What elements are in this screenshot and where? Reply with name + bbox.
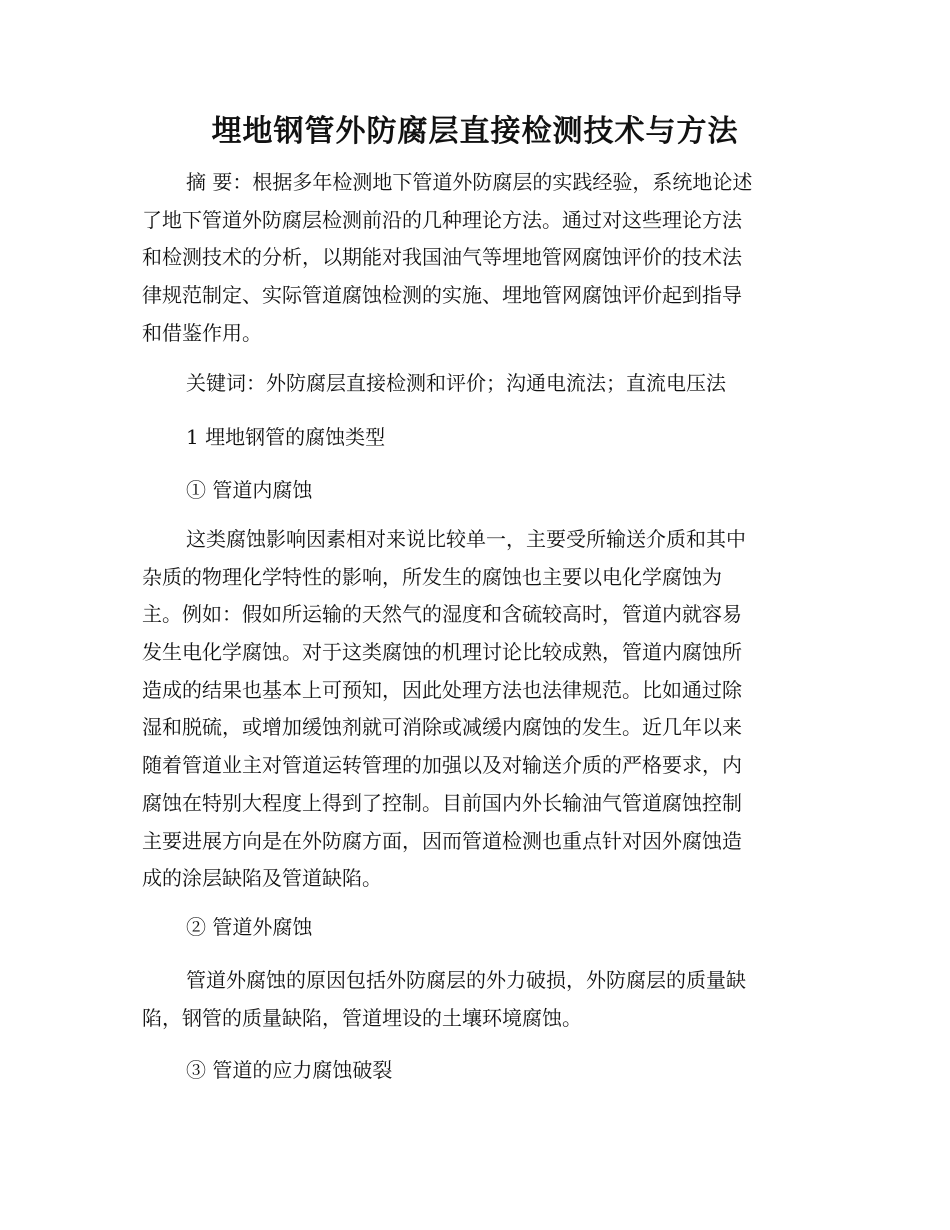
paragraph-line: 主要进展方向是在外防腐方面，因而管道检测也重点针对因外腐蚀造 <box>142 828 742 853</box>
paragraph-line: 湿和脱硫，或增加缓蚀剂就可消除或减缓内腐蚀的发生。近几年以来 <box>142 715 742 740</box>
abstract-line: 摘 要：根据多年检测地下管道外防腐层的实践经验，系统地论述 <box>186 170 753 194</box>
document-title: 埋地钢管外防腐层直接检测技术与方法 <box>211 114 739 149</box>
paragraph-internal-corrosion <box>142 521 802 898</box>
keywords-line: 关键词：外防腐层直接检测和评价；沟通电流法；直流电压法 <box>186 371 726 395</box>
paragraph-line: 管道外腐蚀的原因包括外防腐层的外力破损，外防腐层的质量缺 <box>186 968 746 992</box>
paragraph-line: 发生电化学腐蚀。对于这类腐蚀的机理讨论比较成熟，管道内腐蚀所 <box>142 640 742 665</box>
abstract-line: 和检测技术的分析，以期能对我国油气等埋地管网腐蚀评价的技术法 <box>142 245 742 270</box>
abstract-line: 了地下管道外防腐层检测前沿的几种理论方法。通过对这些理论方法 <box>142 207 742 232</box>
paragraph-line: 随着管道业主对管道运转管理的加强以及对输送介质的严格要求，内 <box>142 753 742 778</box>
section-heading: 1 埋地钢管的腐蚀类型 <box>186 425 386 449</box>
paragraph-line: 腐蚀在特别大程度上得到了控制。目前国内外长输油气管道腐蚀控制 <box>142 790 742 815</box>
subsection-heading: ① 管道内腐蚀 <box>186 478 313 502</box>
paragraph-line: 杂质的物理化学特性的影响，所发生的腐蚀也主要以电化学腐蚀为 <box>142 564 722 589</box>
paragraph-line: 陷，钢管的质量缺陷，管道埋设的土壤环境腐蚀。 <box>142 1005 582 1030</box>
paragraph-line: 这类腐蚀影响因素相对来说比较单一，主要受所输送介质和其中 <box>186 527 746 551</box>
subsection-heading: ② 管道外腐蚀 <box>186 915 313 939</box>
abstract-paragraph <box>142 164 802 352</box>
abstract-line: 和借鉴作用。 <box>142 320 262 345</box>
paragraph-external-corrosion <box>142 962 802 1037</box>
paragraph-line: 成的涂层缺陷及管道缺陷。 <box>142 866 382 891</box>
paragraph-line: 造成的结果也基本上可预知，因此处理方法也法律规范。比如通过除 <box>142 677 742 702</box>
abstract-line: 律规范制定、实际管道腐蚀检测的实施、埋地管网腐蚀评价起到指导 <box>142 283 742 308</box>
subsection-heading: ③ 管道的应力腐蚀破裂 <box>186 1058 393 1082</box>
paragraph-line: 主。例如：假如所运输的天然气的湿度和含硫较高时，管道内就容易 <box>142 602 742 627</box>
